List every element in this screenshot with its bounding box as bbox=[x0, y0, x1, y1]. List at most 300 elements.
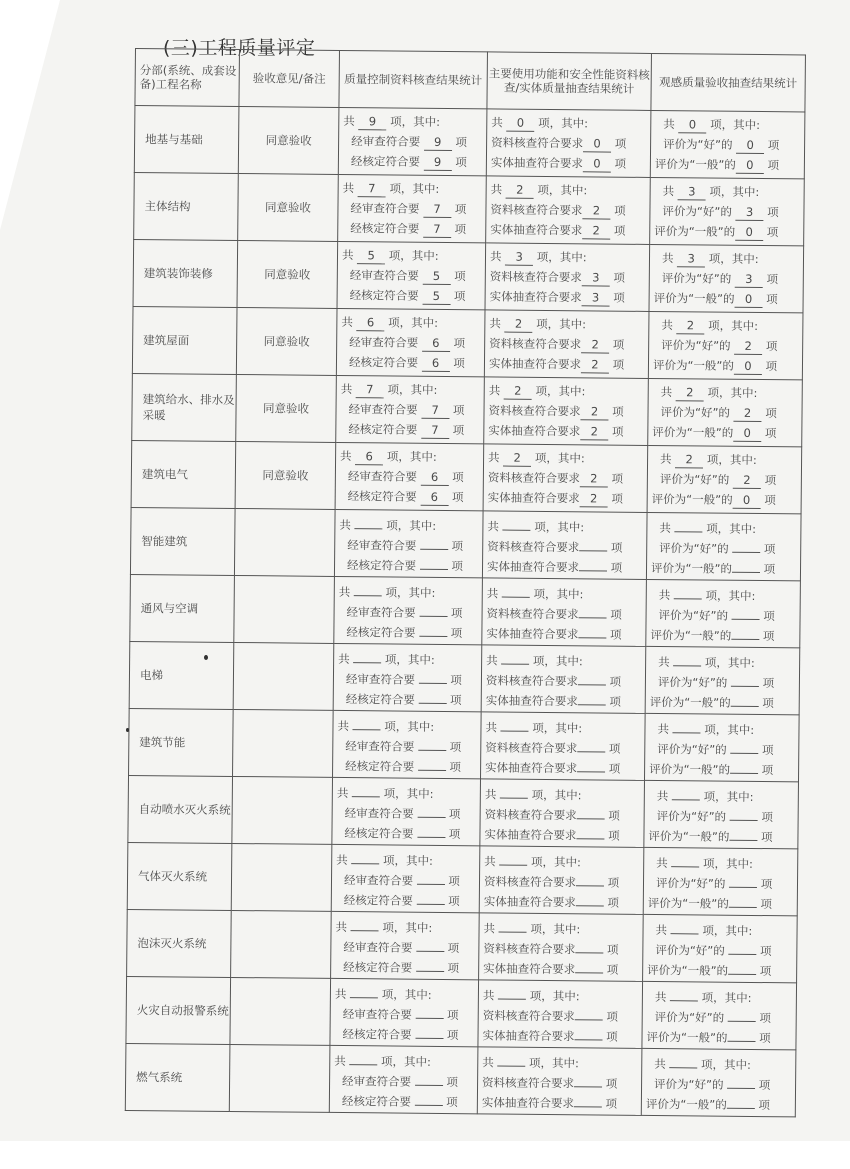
total-suffix: 项，其中: bbox=[386, 518, 437, 533]
appearance-cell bbox=[644, 780, 799, 848]
total-prefix: 共 bbox=[659, 521, 671, 536]
table-body bbox=[125, 106, 805, 1117]
quality-value-1[interactable]: 7 bbox=[423, 202, 451, 218]
appearance-line-1 bbox=[647, 1005, 796, 1026]
function-value-1[interactable] bbox=[578, 669, 606, 685]
quality-control-cell bbox=[332, 777, 481, 845]
total-prefix: 共 bbox=[657, 722, 670, 737]
appearance-total-line bbox=[647, 985, 796, 1006]
total-suffix: 项，其中: bbox=[701, 1057, 752, 1072]
opinion-cell bbox=[236, 374, 337, 442]
total-suffix: 项，其中: bbox=[536, 316, 587, 332]
total-prefix: 共 bbox=[338, 584, 351, 600]
quality-control-cell bbox=[334, 576, 483, 644]
total-prefix: 共 bbox=[661, 251, 674, 266]
function-total-value[interactable]: 2 bbox=[506, 183, 534, 199]
unit-label: 项 bbox=[450, 626, 463, 641]
quality-line-2 bbox=[338, 687, 481, 708]
quality-label-1: 经审查符合要 bbox=[344, 806, 414, 821]
unit-label: 项 bbox=[613, 290, 625, 305]
function-label-2: 实体抽查符合要求 bbox=[486, 559, 580, 575]
quality-value-1[interactable] bbox=[416, 936, 444, 952]
quality-total-value[interactable] bbox=[354, 580, 382, 596]
quality-line-1 bbox=[335, 935, 478, 956]
appearance-value-1[interactable] bbox=[732, 604, 760, 620]
appearance-value-2[interactable] bbox=[731, 624, 759, 640]
appearance-value-2[interactable] bbox=[731, 691, 759, 707]
function-total-value[interactable]: 2 bbox=[503, 451, 531, 467]
total-prefix: 共 bbox=[656, 789, 669, 804]
quality-value-2[interactable] bbox=[415, 1023, 443, 1039]
appearance-total-value[interactable] bbox=[671, 851, 699, 867]
quality-value-1[interactable] bbox=[419, 668, 447, 684]
appearance-value-2[interactable]: 0 bbox=[733, 493, 761, 509]
quality-control-cell bbox=[333, 710, 482, 778]
total-suffix: 项，其中: bbox=[535, 383, 586, 399]
quality-label-1: 经审查符合要 bbox=[349, 268, 419, 283]
total-prefix: 共 bbox=[336, 852, 348, 868]
total-suffix: 项，其中: bbox=[534, 519, 585, 535]
appearance-value-2[interactable] bbox=[729, 892, 757, 908]
quality-total-line bbox=[342, 245, 485, 266]
quality-value-1[interactable] bbox=[418, 735, 446, 751]
quality-value-1[interactable]: 6 bbox=[422, 336, 450, 352]
total-suffix: 项，其中: bbox=[710, 117, 761, 133]
total-suffix: 项，其中: bbox=[388, 248, 439, 263]
opinion-cell bbox=[235, 441, 336, 509]
total-prefix: 共 bbox=[663, 117, 675, 132]
quality-value-2[interactable] bbox=[416, 956, 444, 972]
function-value-1[interactable] bbox=[575, 1004, 603, 1020]
total-prefix: 共 bbox=[658, 588, 671, 603]
scan-speck bbox=[126, 728, 129, 732]
appearance-value-1[interactable] bbox=[730, 738, 758, 754]
quality-value-1[interactable]: 6 bbox=[420, 470, 448, 486]
function-value-1[interactable] bbox=[575, 937, 603, 953]
unit-label: 项 bbox=[762, 676, 775, 691]
appearance-value-2[interactable] bbox=[727, 1026, 755, 1042]
function-value-2[interactable]: 2 bbox=[581, 357, 609, 373]
appearance-value-1[interactable]: 2 bbox=[733, 473, 761, 489]
quality-value-2[interactable]: 7 bbox=[421, 423, 449, 439]
quality-label-2: 经核定符合要 bbox=[350, 221, 420, 236]
appearance-total-value[interactable] bbox=[675, 516, 703, 532]
appearance-line-1 bbox=[655, 134, 804, 155]
function-label-1: 资料核查符合要求 bbox=[490, 202, 583, 218]
quality-total-line bbox=[343, 178, 486, 199]
appearance-value-2[interactable]: 0 bbox=[734, 292, 762, 308]
function-label-2: 实体抽查符合要求 bbox=[484, 827, 577, 843]
appearance-total-line bbox=[654, 248, 803, 269]
appearance-value-1[interactable]: 0 bbox=[736, 138, 764, 154]
quality-line-2 bbox=[342, 218, 485, 239]
function-total-value[interactable] bbox=[497, 1051, 525, 1067]
function-total-line bbox=[491, 112, 650, 134]
function-line-2 bbox=[489, 353, 648, 375]
quality-total-value[interactable]: 7 bbox=[358, 181, 386, 197]
project-name-cell bbox=[129, 641, 234, 709]
appearance-value-1[interactable] bbox=[731, 671, 759, 687]
appearance-total-value[interactable]: 2 bbox=[676, 318, 704, 334]
opinion-cell bbox=[237, 240, 338, 308]
appearance-value-1[interactable] bbox=[727, 1073, 755, 1089]
quality-value-2[interactable]: 7 bbox=[423, 222, 451, 238]
appearance-total-value[interactable] bbox=[673, 717, 701, 733]
function-total-value[interactable] bbox=[499, 917, 527, 933]
quality-value-2[interactable]: 5 bbox=[422, 289, 450, 305]
function-total-value[interactable]: 2 bbox=[504, 317, 532, 333]
function-total-value[interactable] bbox=[499, 850, 527, 866]
quality-total-value[interactable] bbox=[351, 848, 379, 864]
appearance-label-1: 评价为“好”的 bbox=[662, 204, 732, 219]
appearance-line-1 bbox=[649, 804, 798, 825]
table-row bbox=[126, 976, 797, 1049]
quality-total-value[interactable] bbox=[353, 647, 381, 663]
function-line-1 bbox=[490, 266, 649, 288]
appearance-line-2 bbox=[655, 154, 804, 175]
function-label-1: 资料核查符合要求 bbox=[491, 135, 584, 151]
appearance-total-value[interactable] bbox=[674, 583, 702, 599]
project-name-cell bbox=[127, 842, 232, 910]
function-total-line bbox=[488, 447, 647, 469]
unit-label: 项 bbox=[608, 808, 620, 823]
appearance-total-value[interactable]: 0 bbox=[678, 117, 706, 133]
function-value-1[interactable]: 2 bbox=[580, 404, 608, 420]
appearance-value-1[interactable] bbox=[728, 939, 756, 955]
function-value-2[interactable] bbox=[575, 957, 603, 973]
total-suffix: 项，其中: bbox=[387, 382, 438, 397]
quality-line-2 bbox=[336, 821, 479, 842]
appearance-value-2[interactable] bbox=[732, 557, 760, 573]
function-value-1[interactable] bbox=[579, 535, 607, 551]
quality-control-cell bbox=[330, 978, 479, 1046]
total-prefix: 共 bbox=[489, 316, 501, 331]
appearance-line-2 bbox=[651, 556, 800, 577]
quality-value-2[interactable] bbox=[417, 822, 445, 838]
total-prefix: 共 bbox=[489, 249, 502, 264]
function-value-1[interactable]: 2 bbox=[581, 337, 609, 353]
total-suffix: 项，其中: bbox=[709, 184, 760, 199]
appearance-value-2[interactable]: 0 bbox=[735, 225, 763, 241]
quality-value-1[interactable] bbox=[417, 802, 445, 818]
appearance-total-line bbox=[651, 583, 800, 604]
appearance-line-1 bbox=[650, 670, 799, 691]
quality-total-value[interactable] bbox=[350, 982, 378, 998]
quality-line-1 bbox=[343, 131, 486, 152]
quality-line-2 bbox=[340, 486, 483, 507]
appearance-total-value[interactable] bbox=[670, 985, 698, 1001]
total-prefix: 共 bbox=[482, 1055, 494, 1070]
quality-total-value[interactable] bbox=[351, 915, 379, 931]
appearance-value-2[interactable] bbox=[728, 959, 756, 975]
quality-value-2[interactable]: 9 bbox=[423, 155, 451, 171]
quality-total-value[interactable] bbox=[349, 1049, 377, 1065]
opinion-cell bbox=[236, 307, 337, 375]
appearance-total-line bbox=[655, 114, 804, 135]
quality-line-1 bbox=[339, 533, 482, 554]
quality-value-2[interactable] bbox=[415, 1090, 443, 1106]
function-line-2 bbox=[488, 420, 647, 442]
project-name: 主体结构 bbox=[144, 199, 191, 214]
function-safety-cell bbox=[486, 109, 651, 178]
quality-total-value[interactable]: 6 bbox=[355, 449, 383, 465]
appearance-value-1[interactable] bbox=[730, 805, 758, 821]
appearance-total-line bbox=[649, 784, 798, 805]
total-prefix: 共 bbox=[340, 448, 352, 464]
appearance-total-value[interactable] bbox=[672, 784, 700, 800]
appearance-line-1 bbox=[654, 201, 803, 222]
quality-label-1: 经审查符合要 bbox=[343, 940, 413, 955]
function-line-1 bbox=[485, 802, 644, 824]
table-row bbox=[132, 373, 803, 446]
function-total-line bbox=[487, 581, 646, 603]
function-value-2[interactable] bbox=[576, 823, 604, 839]
appearance-value-2[interactable]: 0 bbox=[734, 359, 762, 375]
function-value-2[interactable] bbox=[578, 622, 606, 638]
quality-value-1[interactable] bbox=[415, 1070, 443, 1086]
appearance-label-2: 评价为“一般”的 bbox=[651, 491, 733, 507]
function-value-1[interactable] bbox=[574, 1071, 602, 1087]
appearance-value-1[interactable]: 3 bbox=[735, 272, 763, 288]
appearance-value-1[interactable]: 2 bbox=[734, 339, 762, 355]
appearance-value-1[interactable] bbox=[728, 1006, 756, 1022]
function-total-value[interactable] bbox=[502, 582, 530, 598]
appearance-total-value[interactable] bbox=[669, 1052, 697, 1068]
appearance-value-2[interactable]: 0 bbox=[736, 158, 764, 174]
function-value-2[interactable] bbox=[578, 689, 606, 705]
unit-label: 项 bbox=[611, 491, 623, 506]
function-total-value[interactable]: 0 bbox=[506, 116, 534, 132]
function-total-value[interactable] bbox=[501, 716, 529, 732]
quality-label-2: 经核定符合要 bbox=[346, 558, 417, 573]
function-value-2[interactable]: 2 bbox=[582, 223, 610, 239]
function-label-1: 资料核查符合要求 bbox=[485, 673, 579, 689]
function-value-2[interactable]: 0 bbox=[583, 156, 611, 172]
function-total-line bbox=[489, 380, 648, 402]
total-suffix: 项，其中: bbox=[704, 655, 755, 670]
function-value-1[interactable]: 0 bbox=[583, 136, 611, 152]
appearance-label-2: 评价为“一般”的 bbox=[649, 694, 731, 710]
opinion-text: 同意验收 bbox=[262, 401, 310, 416]
function-value-1[interactable]: 2 bbox=[580, 471, 608, 487]
appearance-line-1 bbox=[648, 871, 797, 892]
quality-total-line bbox=[337, 714, 480, 735]
appearance-cell bbox=[649, 244, 804, 312]
function-label-2: 实体抽查符合要求 bbox=[488, 356, 582, 372]
quality-label-2: 经核定符合要 bbox=[347, 489, 417, 504]
quality-value-2[interactable] bbox=[420, 554, 448, 570]
function-total-value[interactable] bbox=[498, 984, 526, 1000]
appearance-value-1[interactable]: 2 bbox=[734, 406, 762, 422]
appearance-value-1[interactable]: 3 bbox=[735, 205, 763, 221]
function-line-1 bbox=[482, 1070, 641, 1092]
appearance-cell bbox=[650, 110, 805, 178]
function-value-2[interactable]: 2 bbox=[580, 491, 608, 507]
appearance-line-2 bbox=[648, 824, 797, 845]
quality-value-2[interactable] bbox=[418, 755, 446, 771]
function-line-2 bbox=[488, 487, 647, 509]
quality-total-value[interactable] bbox=[353, 714, 381, 730]
function-value-1[interactable]: 2 bbox=[582, 203, 610, 219]
unit-label: 项 bbox=[613, 270, 626, 285]
appearance-total-value[interactable]: 2 bbox=[676, 385, 704, 401]
total-prefix: 共 bbox=[488, 450, 500, 465]
function-value-2[interactable] bbox=[577, 756, 605, 772]
quality-label-2: 经核定符合要 bbox=[348, 422, 418, 437]
function-line-2 bbox=[484, 889, 643, 911]
total-suffix: 项，其中: bbox=[705, 588, 756, 603]
appearance-value-1[interactable] bbox=[729, 872, 757, 888]
quality-value-1[interactable] bbox=[420, 534, 448, 550]
function-total-line bbox=[483, 916, 642, 938]
project-name: 泡沫灭火系统 bbox=[137, 936, 207, 951]
appearance-value-2[interactable] bbox=[730, 758, 758, 774]
quality-control-cell bbox=[331, 911, 480, 979]
quality-total-value[interactable] bbox=[352, 781, 380, 797]
appearance-total-value[interactable]: 3 bbox=[677, 251, 705, 267]
function-total-value[interactable]: 2 bbox=[504, 384, 532, 400]
opinion-cell bbox=[238, 173, 339, 241]
quality-label-2: 经核定符合要 bbox=[348, 355, 419, 370]
appearance-label-1: 评价为“好”的 bbox=[657, 675, 728, 690]
function-label-2: 实体抽查符合要求 bbox=[490, 155, 583, 171]
quality-label-1: 经审查符合要 bbox=[348, 402, 418, 417]
appearance-total-value[interactable]: 2 bbox=[675, 452, 703, 468]
function-value-2[interactable] bbox=[579, 555, 607, 571]
project-name: 通风与空调 bbox=[140, 601, 199, 616]
total-suffix: 项，其中: bbox=[384, 652, 435, 667]
quality-value-2[interactable]: 6 bbox=[422, 356, 450, 372]
appearance-line-1 bbox=[653, 335, 802, 356]
function-value-2[interactable] bbox=[576, 890, 604, 906]
quality-total-value[interactable]: 7 bbox=[356, 382, 384, 398]
appearance-value-2[interactable]: 0 bbox=[733, 426, 761, 442]
quality-value-2[interactable] bbox=[419, 621, 447, 637]
quality-value-1[interactable]: 5 bbox=[422, 269, 450, 285]
appearance-label-2: 评价为“一般”的 bbox=[654, 156, 736, 172]
quality-total-value[interactable]: 6 bbox=[356, 315, 384, 331]
quality-total-value[interactable]: 9 bbox=[358, 114, 386, 130]
function-line-1 bbox=[486, 668, 645, 690]
total-prefix: 共 bbox=[341, 247, 354, 263]
function-total-value[interactable]: 3 bbox=[505, 250, 533, 266]
appearance-total-line bbox=[650, 650, 799, 671]
appearance-total-value[interactable] bbox=[673, 650, 701, 666]
function-value-2[interactable]: 3 bbox=[582, 290, 610, 306]
quality-label-2: 经核定符合要 bbox=[344, 826, 414, 841]
appearance-total-line bbox=[652, 449, 801, 470]
project-name-cell bbox=[128, 775, 233, 843]
total-suffix: 项，其中: bbox=[706, 521, 757, 536]
table-row bbox=[129, 708, 800, 781]
quality-line-1 bbox=[337, 801, 480, 822]
table-row bbox=[130, 574, 801, 647]
function-line-2 bbox=[490, 286, 649, 308]
quality-label-2: 经核定符合要 bbox=[343, 893, 413, 908]
unit-label: 项 bbox=[606, 1009, 618, 1024]
function-value-1[interactable] bbox=[579, 602, 607, 618]
function-value-2[interactable] bbox=[574, 1024, 602, 1040]
unit-label: 项 bbox=[454, 202, 467, 217]
appearance-value-2[interactable] bbox=[727, 1093, 755, 1109]
quality-value-1[interactable] bbox=[415, 1003, 443, 1019]
appearance-total-value[interactable] bbox=[671, 918, 699, 934]
opinion-cell bbox=[238, 107, 339, 175]
unit-label: 项 bbox=[450, 673, 462, 688]
unit-label: 项 bbox=[761, 763, 774, 778]
function-label-2: 实体抽查符合要求 bbox=[483, 961, 576, 977]
function-value-1[interactable] bbox=[577, 736, 605, 752]
total-suffix: 项，其中: bbox=[702, 856, 753, 871]
total-suffix: 项，其中: bbox=[532, 720, 583, 736]
appearance-total-line bbox=[653, 382, 802, 403]
function-value-2[interactable]: 2 bbox=[580, 424, 608, 440]
total-suffix: 项，其中: bbox=[708, 318, 759, 333]
quality-value-1[interactable] bbox=[419, 601, 447, 617]
unit-label: 项 bbox=[766, 225, 779, 240]
quality-value-2[interactable]: 6 bbox=[420, 490, 448, 506]
function-total-value[interactable] bbox=[500, 783, 528, 799]
quality-line-2 bbox=[340, 419, 483, 440]
total-prefix: 共 bbox=[485, 720, 498, 735]
quality-value-1[interactable]: 9 bbox=[424, 135, 452, 151]
quality-value-1[interactable] bbox=[417, 869, 445, 885]
project-name: 气体灭火系统 bbox=[137, 869, 208, 884]
unit-label: 项 bbox=[764, 473, 777, 488]
unit-label: 项 bbox=[451, 539, 464, 554]
quality-label-2: 经核定符合要 bbox=[342, 1027, 412, 1042]
appearance-value-1[interactable] bbox=[732, 537, 760, 553]
quality-total-value[interactable] bbox=[355, 513, 383, 529]
quality-control-cell bbox=[329, 1045, 478, 1113]
function-line-2 bbox=[485, 755, 644, 777]
total-prefix: 共 bbox=[662, 184, 675, 199]
function-label-2: 实体抽查符合要求 bbox=[483, 894, 576, 910]
unit-label: 项 bbox=[764, 493, 776, 508]
function-value-2[interactable] bbox=[574, 1091, 602, 1107]
function-value-1[interactable] bbox=[576, 870, 604, 886]
quality-line-1 bbox=[336, 868, 479, 889]
function-value-1[interactable]: 3 bbox=[582, 270, 610, 286]
quality-label-1: 经审查符合要 bbox=[342, 1007, 412, 1022]
unit-label: 项 bbox=[758, 1078, 771, 1093]
function-total-value[interactable] bbox=[501, 649, 529, 665]
function-safety-cell bbox=[479, 913, 644, 982]
total-prefix: 共 bbox=[339, 517, 351, 533]
unit-label: 项 bbox=[609, 674, 622, 689]
function-total-value[interactable] bbox=[503, 515, 531, 531]
function-value-1[interactable] bbox=[577, 803, 605, 819]
total-prefix: 共 bbox=[491, 115, 503, 130]
unit-label: 项 bbox=[451, 559, 463, 574]
quality-value-1[interactable]: 7 bbox=[421, 403, 449, 419]
unit-label: 项 bbox=[610, 560, 623, 575]
quality-label-2: 经核定符合要 bbox=[349, 288, 419, 303]
quality-label-1: 经审查符合要 bbox=[347, 538, 417, 553]
total-suffix: 项，其中: bbox=[536, 249, 587, 265]
total-suffix: 项，其中: bbox=[704, 722, 755, 737]
quality-value-2[interactable] bbox=[418, 688, 446, 704]
total-prefix: 共 bbox=[484, 854, 496, 869]
quality-total-value[interactable]: 5 bbox=[357, 248, 385, 264]
quality-value-2[interactable] bbox=[416, 889, 444, 905]
table-row bbox=[128, 775, 799, 848]
unit-label: 项 bbox=[450, 606, 463, 621]
appearance-value-2[interactable] bbox=[729, 825, 757, 841]
table-row bbox=[127, 909, 798, 982]
quality-control-cell bbox=[335, 442, 484, 510]
appearance-total-value[interactable]: 3 bbox=[678, 184, 706, 200]
